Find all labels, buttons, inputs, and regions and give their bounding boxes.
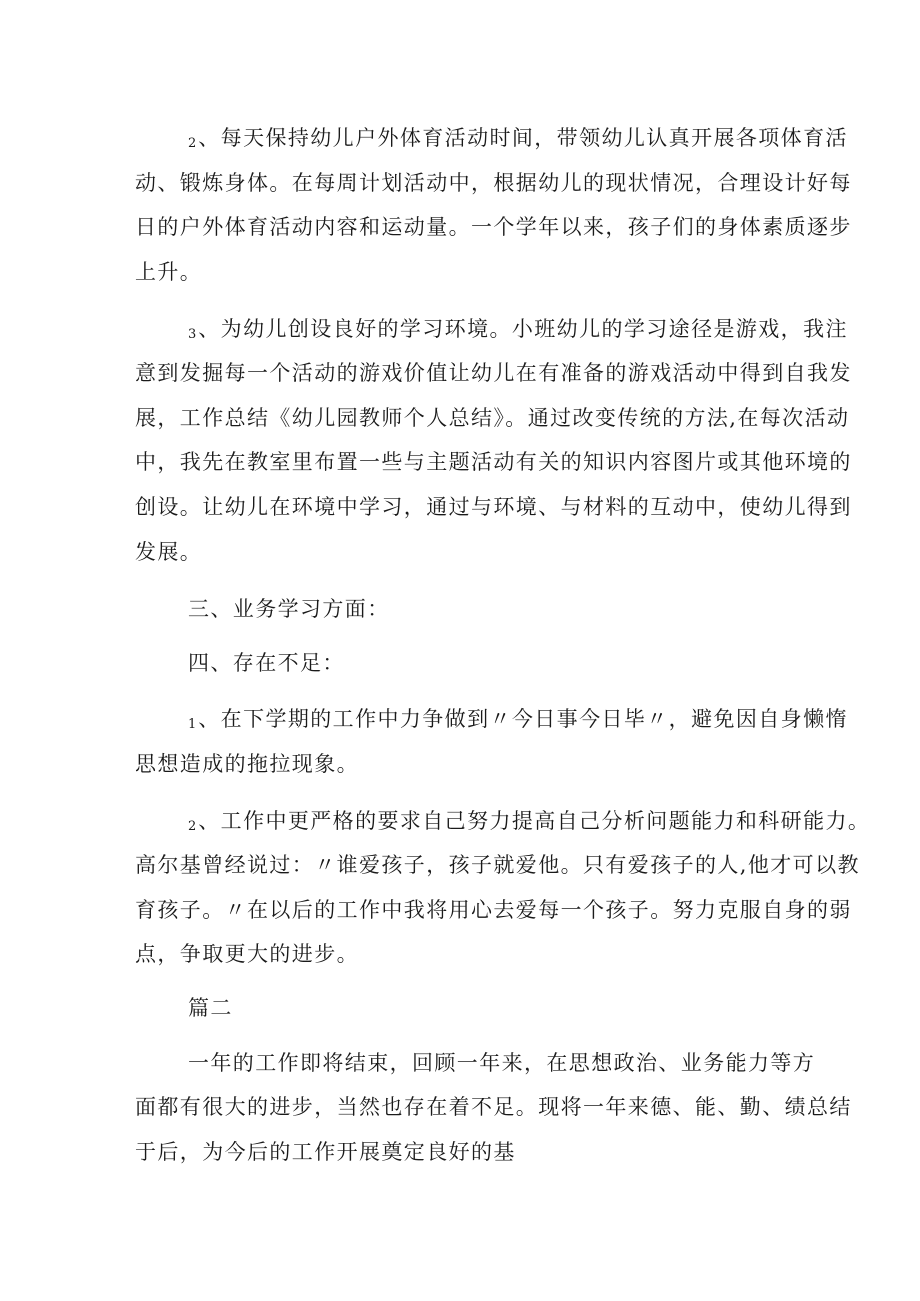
paragraph-line: 2、每天保持幼儿户外体育活动时间，带领幼儿认真开展各项体育活 <box>188 126 848 151</box>
paragraph-line: 中，我先在教室里布置一些与主题活动有关的知识内容图片或其他环境的 <box>135 450 852 474</box>
paragraph-line: 意到发掘每一个活动的游戏价值让幼儿在有准备的游戏活动中得到自我发 <box>135 361 852 385</box>
paragraph-line: 一年的工作即将结束，回顾一年来，在思想政治、业务能力等方 <box>188 1051 816 1075</box>
paragraph-line: 展，工作总结《幼儿园教师个人总结》。通过改变传统的方法,在每次活动 <box>135 406 850 430</box>
paragraph-line: 3、为幼儿创设良好的学习环境。小班幼儿的学习途径是游戏，我注 <box>188 317 848 342</box>
paragraph-line: 创设。让幼儿在环境中学习，通过与环境、与材料的互动中，使幼儿得到 <box>135 495 852 519</box>
paragraph-line: 1、在下学期的工作中力争做到〃今日事今日毕〃，避免因自身懒惰 <box>188 707 848 732</box>
paragraph-line: 日的户外体育活动内容和运动量。一个学年以来，孩子们的身体素质逐步 <box>135 215 852 239</box>
list-number: 2 <box>188 136 197 151</box>
list-number: 1 <box>188 717 197 732</box>
paragraph-line: 育孩子。〃在以后的工作中我将用心去爱每一个孩子。努力克服自身的弱 <box>135 898 852 922</box>
section-heading: 四、存在不足： <box>188 651 345 675</box>
paragraph-line: 思想造成的拖拉现象。 <box>135 752 359 776</box>
part-heading: 篇二 <box>188 996 233 1020</box>
paragraph-line: 发展。 <box>135 540 203 564</box>
paragraph-line: 面都有很大的进步，当然也存在着不足。现将一年来德、能、勤、绩总结 <box>135 1095 852 1119</box>
section-heading: 三、业务学习方面： <box>188 597 390 621</box>
paragraph-line: 高尔基曾经说过：〃谁爱孩子，孩子就爱他。只有爱孩子的人,他才可以教 <box>135 853 860 877</box>
paragraph-line: 上升。 <box>135 260 203 284</box>
paragraph-line: 点，争取更大的进步。 <box>135 942 359 966</box>
list-number: 2 <box>188 819 197 834</box>
paragraph-line: 动、锻炼身体。在每周计划活动中，根据幼儿的现状情况，合理设计好每 <box>135 171 852 195</box>
paragraph-line: 于后，为今后的工作开展奠定良好的基 <box>135 1140 516 1164</box>
list-number: 3 <box>188 327 197 342</box>
paragraph-line: 2、工作中更严格的要求自己努力提高自己分析问题能力和科研能力。 <box>188 809 871 834</box>
